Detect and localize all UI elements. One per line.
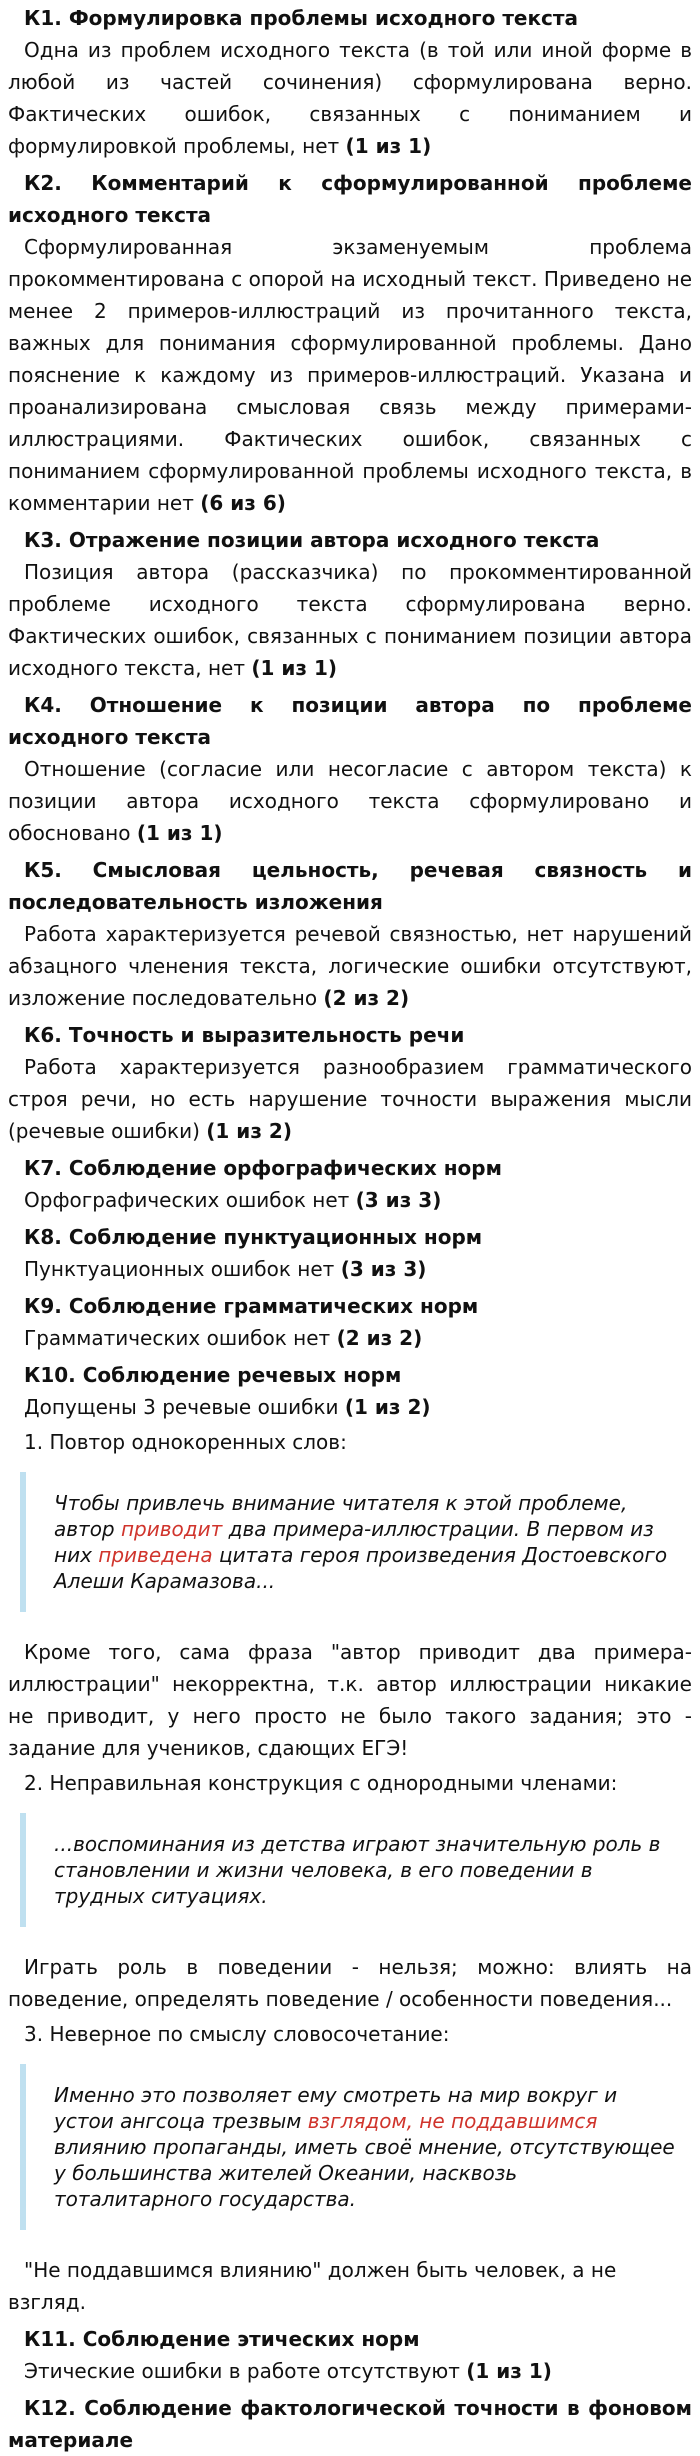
- criterion-k2-title: К2. Комментарий к сформулированной проблеме исходного текста: [8, 171, 692, 227]
- speech-error-item-3: 3. Неверное по смыслу словосочетание:: [24, 2022, 450, 2046]
- criterion-k4-text: Отношение (согласие или несогласие с автором текста) к позиции автора исходного текста сформулировано и обосновано (1 из 1): [8, 757, 692, 845]
- criterion-k6-text: Работа характеризуется разнообразием грамматического строя речи, но есть нарушение точности выражения мысли (речевые ошибки) (1 из 2): [8, 1055, 692, 1143]
- criterion-k9-text: Грамматических ошибок нет (2 из 2): [24, 1326, 423, 1350]
- criterion-k6-score: (1 из 2): [206, 1119, 292, 1143]
- highlighted-word: приводит: [120, 1517, 223, 1541]
- criterion-k10-title: К10. Соблюдение речевых норм: [24, 1363, 402, 1387]
- criterion-k1-title: К1. Формулировка проблемы исходного текста: [24, 6, 579, 30]
- highlighted-word: приведена: [98, 1543, 213, 1567]
- criterion-k8-score: (3 из 3): [340, 1257, 427, 1281]
- criterion-k11-text: Этические ошибки в работе отсутствуют (1 из 1): [24, 2359, 552, 2383]
- criterion-k2-text: Сформулированная экзаменуемым проблема прокомментирована с опорой на исходный текст. Приведено не менее 2 примеров-иллюстраций из прочитанного текста, важных для понимания сформулированной проблемы. Дано пояснение к каждому из примеров-иллюстраций. Указана и проанализирована смысловая связь между примерами-иллюстрациями. Фактических ошибок, связанных с пониманием сформулированной проблемы исходного текста, в комментарии нет (6 из 6): [8, 235, 692, 515]
- criterion-k10-text: Допущены 3 речевые ошибки (1 из 2): [24, 1395, 431, 1419]
- criterion-k10-score: (1 из 2): [344, 1395, 431, 1419]
- criterion-k3-text: Позиция автора (рассказчика) по прокомментированной проблеме исходного текста сформулирована верно. Фактических ошибок, связанных с пониманием позиции автора исходного текста, нет (1 из 1): [8, 560, 692, 680]
- speech-error-item-1: 1. Повтор однокоренных слов:: [24, 1430, 347, 1454]
- criterion-k11-score: (1 из 1): [466, 2359, 552, 2383]
- quote-block-3: Именно это позволяет ему смотреть на мир вокруг и устои ангсоца трезвым взглядом, не поддавшимся влиянию пропаганды, иметь своё мнение, отсутствующее у большинства жителей Океании, насквозь тоталитарного государства.: [20, 2064, 692, 2230]
- criterion-k3-title: К3. Отражение позиции автора исходного текста: [24, 528, 600, 552]
- criterion-k5-score: (2 из 2): [323, 986, 410, 1010]
- criterion-k1-score: (1 из 1): [345, 134, 432, 158]
- criterion-k1-text: Одна из проблем исходного текста (в той или иной форме в любой из частей сочинения) сформулирована верно. Фактических ошибок, связанных с пониманием и формулировкой проблемы, нет (1 из 1): [8, 38, 692, 158]
- criterion-k11-title: К11. Соблюдение этических норм: [24, 2327, 420, 2351]
- speech-error-comment-2: Играть роль в поведении - нельзя; можно: влиять на поведение, определять поведение / особенности поведения...: [8, 1955, 692, 2011]
- criterion-k9-title: К9. Соблюдение грамматических норм: [24, 1294, 479, 1318]
- criterion-k3-score: (1 из 1): [251, 656, 338, 680]
- criterion-k4-score: (1 из 1): [136, 821, 223, 845]
- criterion-k5-text: Работа характеризуется речевой связностью, нет нарушений абзацного членения текста, логические ошибки отсутствуют, изложение последовательно (2 из 2): [8, 922, 692, 1010]
- highlighted-phrase: взглядом, не поддавшимся: [307, 2109, 598, 2133]
- criterion-k12-title: К12. Соблюдение фактологической точности в фоновом материале: [8, 2396, 692, 2452]
- speech-error-item-2: 2. Неправильная конструкция с однородными членами:: [24, 1771, 618, 1795]
- criterion-k6-title: К6. Точность и выразительность речи: [24, 1023, 465, 1047]
- criterion-k7-text: Орфографических ошибок нет (3 из 3): [24, 1188, 442, 1212]
- criterion-k7-score: (3 из 3): [355, 1188, 442, 1212]
- speech-error-comment-3: "Не поддавшимся влиянию" должен быть человек, а не взгляд.: [8, 2258, 617, 2314]
- criterion-k5-title: К5. Смысловая цельность, речевая связность и последовательность изложения: [8, 858, 692, 914]
- criterion-k8-text: Пунктуационных ошибок нет (3 из 3): [24, 1257, 427, 1281]
- criterion-k4-title: К4. Отношение к позиции автора по проблеме исходного текста: [8, 693, 692, 749]
- criterion-k8-title: К8. Соблюдение пунктуационных норм: [24, 1225, 483, 1249]
- criterion-k2-score: (6 из 6): [200, 491, 286, 515]
- speech-error-comment-1: Кроме того, сама фраза "автор приводит два примера-иллюстрации" некорректна, т.к. автор иллюстрации никакие не приводит, у него просто не было такого задания; это - задание для учеников, сдающих ЕГЭ!: [8, 1640, 692, 1760]
- criterion-k7-title: К7. Соблюдение орфографических норм: [24, 1156, 502, 1180]
- criterion-k9-score: (2 из 2): [336, 1326, 423, 1350]
- quote-block-2: ...воспоминания из детства играют значительную роль в становлении и жизни человека, в его поведении в трудных ситуациях.: [20, 1813, 692, 1927]
- quote-block-1: Чтобы привлечь внимание читателя к этой проблеме, автор приводит два примера-иллюстрации. В первом из них приведена цитата героя произведения Достоевского Алеши Карамазова...: [20, 1472, 692, 1612]
